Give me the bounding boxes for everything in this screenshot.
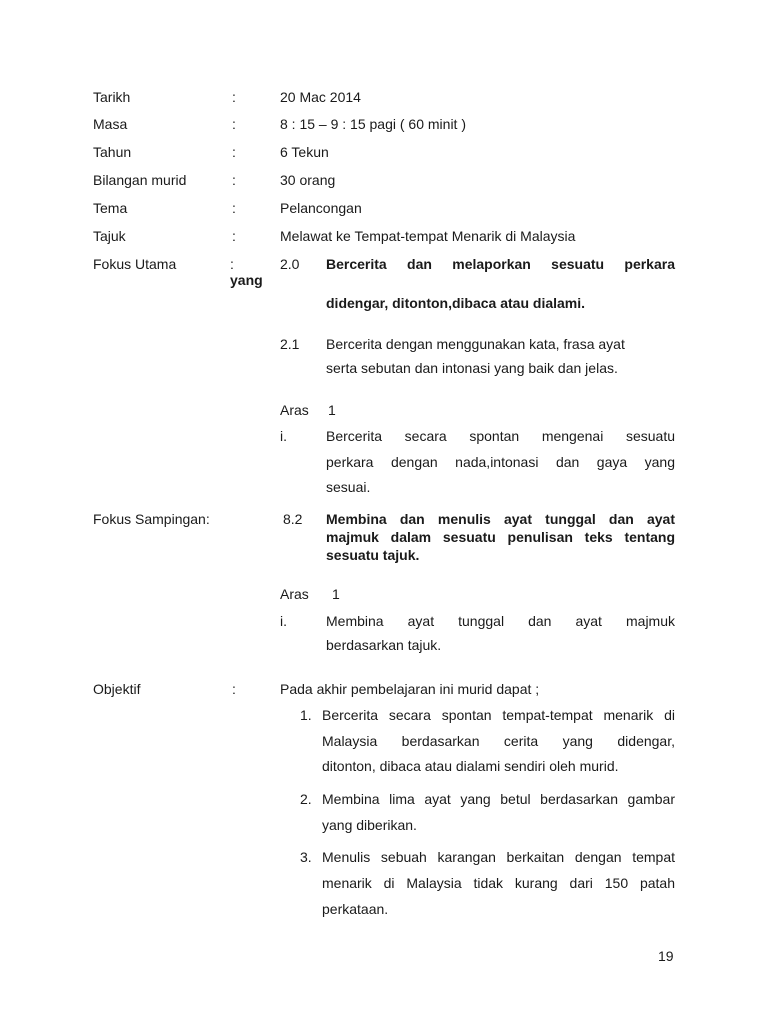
masa-colon: :: [232, 116, 236, 132]
objektif-item-number: 2.: [300, 791, 312, 807]
page-number: 19: [658, 948, 674, 964]
fokus-utama-sub-line1: Bercerita dengan menggunakan kata, frasa ayat: [326, 336, 625, 352]
objektif-item-line: yang diberikan.: [322, 817, 417, 833]
objektif-item-number: 3.: [300, 849, 312, 865]
fokus-utama-heading-line2: didengar, ditonton,dibaca atau dialami.: [326, 295, 586, 311]
fokus-utama-item-line1: Bercerita secara spontan mengenai sesuatu: [326, 428, 675, 444]
fokus-utama-sub-number: 2.1: [280, 336, 300, 352]
fokus-utama-aras-value: 1: [328, 402, 336, 418]
fokus-sampingan-heading-line2: majmuk dalam sesuatu penulisan teks tentang: [326, 529, 675, 545]
tahun-label: Tahun: [93, 144, 132, 160]
objektif-item-line: perkataan.: [322, 901, 389, 917]
tarikh-label: Tarikh: [93, 89, 131, 105]
fokus-utama-aras-label: Aras: [280, 402, 309, 418]
masa-value: 8 : 15 – 9 : 15 pagi ( 60 minit ): [280, 116, 466, 132]
fokus-utama-item-line2: perkara dengan nada,intonasi dan gaya yang: [326, 454, 675, 470]
tajuk-label: Tajuk: [93, 228, 126, 244]
fokus-utama-item-line3: sesuai.: [326, 479, 371, 495]
objektif-intro: Pada akhir pembelajaran ini murid dapat ;: [280, 681, 540, 697]
fokus-sampingan-aras-label: Aras: [280, 586, 309, 602]
fokus-sampingan-aras-value: 1: [332, 586, 340, 602]
objektif-item-line: Menulis sebuah karangan berkaitan dengan tempat: [322, 849, 675, 865]
tema-label: Tema: [93, 200, 128, 216]
fokus-utama-colon: :: [230, 256, 234, 272]
fokus-utama-heading-line1: Bercerita dan melaporkan sesuatu perkara: [326, 256, 675, 272]
fokus-sampingan-item-number: i.: [280, 613, 287, 629]
fokus-sampingan-number: 8.2: [283, 511, 303, 527]
objektif-item-line: Malaysia berdasarkan cerita yang didengar,: [322, 733, 675, 749]
tahun-value: 6 Tekun: [280, 144, 329, 160]
tajuk-colon: :: [232, 228, 236, 244]
tahun-colon: :: [232, 144, 236, 160]
tajuk-value: Melawat ke Tempat-tempat Menarik di Malaysia: [280, 228, 576, 244]
objektif-item-line: ditonton, dibaca atau dialami sendiri oleh murid.: [322, 758, 619, 774]
tarikh-value: 20 Mac 2014: [280, 89, 361, 105]
bilangan-label: Bilangan murid: [93, 172, 187, 188]
objektif-item-line: Membina lima ayat yang betul berdasarkan gambar: [322, 791, 675, 807]
fokus-sampingan-heading-line1: Membina dan menulis ayat tunggal dan ayat: [326, 511, 675, 527]
fokus-utama-label: Fokus Utama: [93, 256, 177, 272]
fokus-utama-yang: yang: [230, 272, 263, 288]
fokus-sampingan-heading-line3: sesuatu tajuk.: [326, 547, 420, 563]
objektif-colon: :: [232, 681, 236, 697]
fokus-utama-sub-line2: serta sebutan dan intonasi yang baik dan jelas.: [326, 360, 618, 376]
tarikh-colon: :: [232, 89, 236, 105]
fokus-sampingan-item-line2: berdasarkan tajuk.: [326, 637, 442, 653]
fokus-utama-number: 2.0: [280, 256, 300, 272]
masa-label: Masa: [93, 116, 128, 132]
tema-colon: :: [232, 200, 236, 216]
tema-value: Pelancongan: [280, 200, 362, 216]
fokus-utama-item-number: i.: [280, 428, 287, 444]
bilangan-colon: :: [232, 172, 236, 188]
fokus-sampingan-item-line1: Membina ayat tunggal dan ayat majmuk: [326, 613, 675, 629]
fokus-sampingan-label: Fokus Sampingan:: [93, 511, 210, 527]
objektif-item-number: 1.: [300, 707, 312, 723]
bilangan-value: 30 orang: [280, 172, 336, 188]
objektif-label: Objektif: [93, 681, 141, 697]
objektif-item-line: Bercerita secara spontan tempat-tempat menarik di: [322, 707, 675, 723]
objektif-item-line: menarik di Malaysia tidak kurang dari 150 patah: [322, 875, 675, 891]
